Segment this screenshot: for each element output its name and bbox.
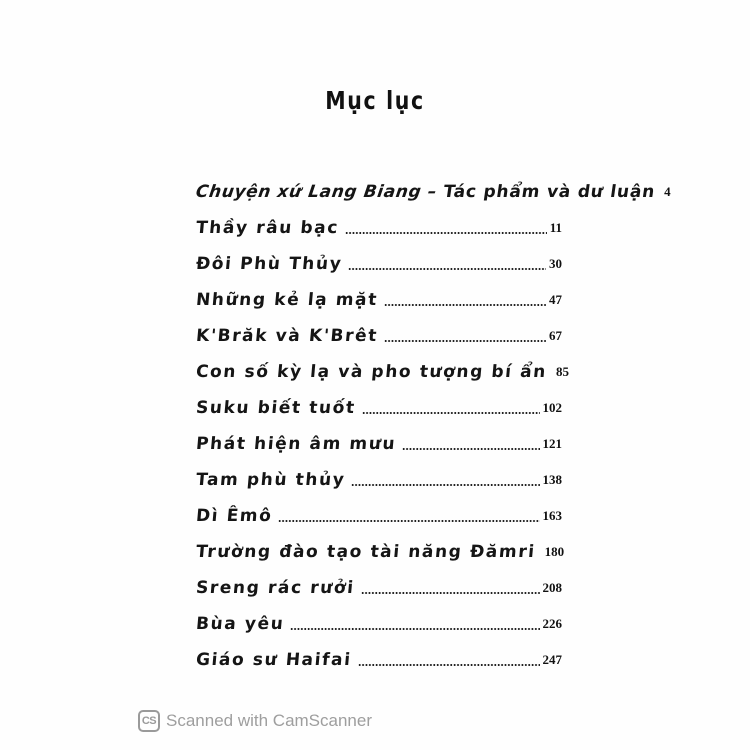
toc-page-number: 138 [542, 472, 562, 487]
toc-page-number: 226 [542, 616, 562, 631]
toc-entry [196, 238, 562, 274]
toc-page-number: 67 [549, 328, 562, 343]
toc-entry [196, 274, 562, 310]
toc-entry-title-italic: Chuyện xứ Lang Biang – [194, 182, 445, 202]
scanner-watermark [138, 708, 372, 734]
dot-leader [290, 628, 539, 630]
toc-entry [196, 454, 562, 490]
toc-entry-title: Dì Êmô [195, 506, 274, 526]
dot-leader [384, 304, 546, 306]
toc-page-number: 4 [664, 184, 671, 199]
toc-entry-title: Giáo sư Haifai [195, 650, 353, 670]
toc-page-number: 30 [549, 256, 562, 271]
toc-entry [196, 310, 562, 346]
toc-entry-title: Thầy râu bạc [195, 218, 340, 238]
toc-page-number: 247 [542, 652, 562, 667]
toc-entry-title [195, 182, 657, 202]
dot-leader [345, 232, 547, 234]
toc-entry-title: Con số kỳ lạ và pho tượng bí ẩn [195, 362, 548, 382]
toc-page-number: 85 [555, 364, 569, 379]
toc-entry-title-plain: Tác phẩm và dư luận [442, 182, 657, 202]
toc-entry [196, 382, 562, 418]
toc-entry-title: Suku biết tuốt [195, 398, 357, 418]
toc-entry-title: Phát hiện âm mưu [195, 434, 398, 454]
toc-page-number: 11 [549, 220, 562, 235]
dot-leader [358, 664, 540, 666]
dot-leader [351, 484, 539, 486]
toc-entry [196, 634, 562, 670]
dot-leader [278, 520, 539, 522]
toc-page-number: 163 [542, 508, 562, 523]
toc-entry [196, 490, 562, 526]
camscanner-logo-icon: CS [138, 710, 160, 732]
toc-entry [196, 418, 562, 454]
toc-entry [196, 598, 562, 634]
table-of-contents [194, 166, 671, 670]
toc-entry-title: Trường đào tạo tài năng Đămri [195, 542, 537, 562]
toc-entry [194, 166, 671, 202]
toc-entry-title: Bùa yêu [195, 614, 286, 634]
toc-entry-title: Đôi Phù Thủy [195, 254, 344, 274]
toc-entry [195, 346, 569, 382]
toc-page-number: 121 [542, 436, 562, 451]
toc-page-number: 180 [544, 544, 565, 559]
toc-entry-title: K'Brăk và K'Brêt [195, 326, 379, 346]
dot-leader [402, 448, 539, 450]
watermark-text: Scanned with CamScanner [166, 711, 373, 730]
toc-page-number: 47 [549, 292, 562, 307]
toc-page-number: 208 [542, 580, 562, 595]
toc-entry [196, 202, 562, 238]
toc-entry-title: Sreng rác rưởi [195, 578, 356, 598]
toc-entry-title: Tam phù thủy [195, 470, 347, 490]
toc-entry [195, 526, 565, 562]
dot-leader [384, 340, 546, 342]
page-title: Mục lục [325, 86, 425, 115]
toc-entry-title: Những kẻ lạ mặt [195, 290, 379, 310]
toc-page-number: 102 [542, 400, 562, 415]
dot-leader [362, 412, 540, 414]
dot-leader [361, 592, 540, 594]
toc-entry [196, 562, 562, 598]
dot-leader [348, 268, 546, 270]
